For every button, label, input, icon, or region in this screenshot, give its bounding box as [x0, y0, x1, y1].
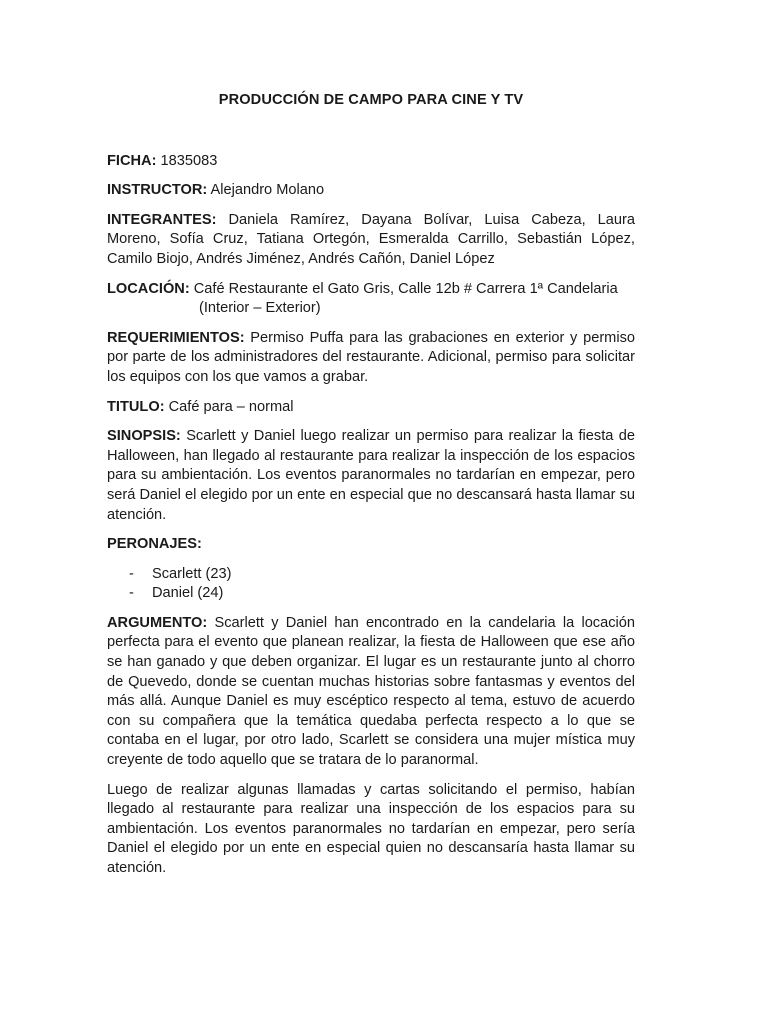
list-item	[107, 584, 635, 604]
list-bullet: -	[129, 585, 134, 602]
sinopsis-label: SINOPSIS:	[107, 428, 181, 445]
requerimientos-label: REQUERIMIENTOS:	[107, 329, 245, 346]
argumento-label: ARGUMENTO:	[107, 614, 208, 631]
locacion-value-line2: (Interior – Exterior)	[199, 300, 321, 317]
list-item	[107, 565, 635, 585]
list-bullet: -	[129, 565, 134, 582]
document-page	[107, 91, 635, 889]
sinopsis-field	[107, 427, 635, 525]
titulo-value: Café para – normal	[164, 398, 294, 415]
document-title: PRODUCCIÓN DE CAMPO PARA CINE Y TV	[218, 92, 524, 108]
requerimientos-value: Permiso Puffa para las grabaciones en exterior y permiso por parte de los administradores del restaurante. Adicional, permiso para solicitar los equipos con los que vamos a grabar.	[107, 329, 635, 385]
locacion-value: Café Restaurante el Gato Gris, Calle 12b # Carrera 1ª Candelaria	[189, 280, 618, 297]
integrantes-value: Daniela Ramírez, Dayana Bolívar, Luisa Cabeza, Laura Moreno, Sofía Cruz, Tatiana Ortegón, Esmeralda Carrillo, Sebastián López, Camilo Biojo, Andrés Jiménez, Andrés Cañón, Daniel López	[107, 211, 635, 267]
personajes-list	[107, 565, 635, 604]
instructor-label: INSTRUCTOR:	[107, 182, 208, 199]
closing-paragraph: Luego de realizar algunas llamadas y cartas solicitando el permiso, habían llegado al restaurante para realizar una inspección de los espacios para su ambientación. Los eventos paranormales no tardarían en empezar, pero sería Daniel el elegido por un ente en especial quien no descansaría hasta llamar su atención.	[107, 781, 635, 876]
requerimientos-field	[107, 329, 635, 388]
argumento-field	[107, 614, 635, 771]
integrantes-field	[107, 211, 635, 270]
character-name: Scarlett (23)	[152, 565, 232, 582]
ficha-value: 1835083	[156, 152, 218, 169]
locacion-field	[107, 280, 635, 319]
titulo-label: TITULO:	[107, 398, 165, 415]
personajes-label: PERONAJES:	[107, 536, 202, 553]
character-name: Daniel (24)	[152, 585, 224, 602]
titulo-field	[107, 398, 635, 418]
ficha-label: FICHA:	[107, 152, 157, 169]
integrantes-label: INTEGRANTES:	[107, 211, 217, 228]
personajes-heading	[107, 535, 635, 555]
argumento-value: Scarlett y Daniel han encontrado en la candelaria la locación perfecta para el evento que planean realizar, la fiesta de Halloween que ese año se han ganado y que deben organizar. El lugar es un restaurante junto al chorro de Quevedo, donde se cuentan muchas historias sobre fantasmas y eventos del más allá. Aunque Daniel es muy escéptico respecto al tema, estuvo de acuerdo con su compañera que la temática quedaba perfecta respecto a lo que se contaba en el lugar, por otro lado, Scarlett se considera una mujer mística muy creyente de todo aquello que se tratara de lo paranormal.	[107, 614, 635, 769]
locacion-label: LOCACIÓN:	[107, 280, 190, 297]
sinopsis-value: Scarlett y Daniel luego realizar un permiso para realizar la fiesta de Halloween, han llegado al restaurante para realizar la inspección de los espacios para su ambientación. Los eventos paranormales no tardarían en empezar, pero será Daniel el elegido por un ente en especial que no descansará hasta llamar su atención.	[107, 428, 635, 523]
instructor-field	[107, 181, 635, 201]
instructor-value: Alejandro Molano	[207, 182, 325, 199]
ficha-field	[107, 152, 635, 172]
